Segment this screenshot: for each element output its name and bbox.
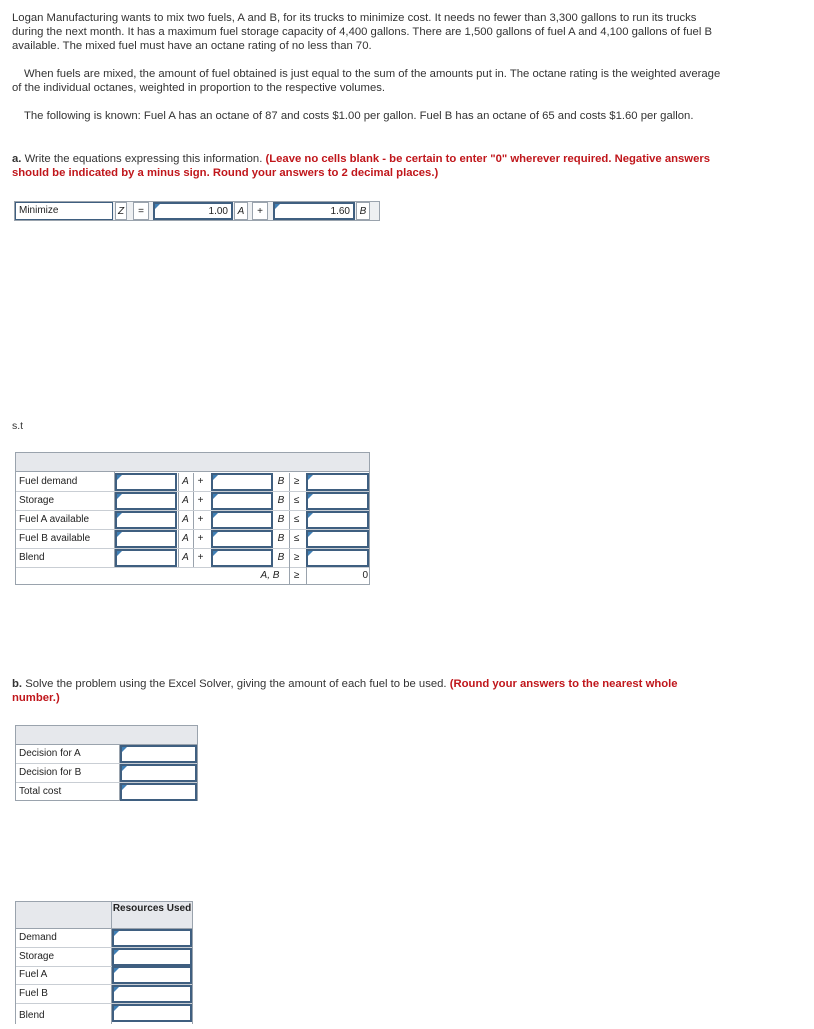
constraint-plus: + [193, 492, 207, 510]
part-b-prefix: b. [12, 678, 23, 690]
total-cost-input[interactable] [120, 783, 197, 801]
problem-paragraph-1: Logan Manufacturing wants to mix two fuels, A and B, for its trucks to minimize cost. It needs no fewer than 3,300 gallons to run its trucks during the next month. It has a maximum fuel storage capacity of 4,400 gallons. There are 1,500 gallons of fuel A and 4,100 gallons of fuel B available. The mixed fuel must have an octane rating of no less than 70. [12, 12, 713, 52]
nonneg-rhs: 0 [306, 567, 368, 585]
constraint-coef-b-input[interactable] [211, 530, 273, 548]
constraint-label: Fuel B available [19, 533, 91, 544]
constraint-rhs-input[interactable] [306, 473, 369, 491]
resource-storage-label: Storage [19, 951, 55, 962]
decision-b-label: Decision for B [19, 767, 82, 778]
problem-paragraph-3: The following is known: Fuel A has an octane of 87 and costs $1.00 per gallon. Fuel B has an octane of 65 and costs $1.60 per gallon. [24, 110, 694, 122]
constraint-var-b: B [277, 495, 285, 506]
objective-z: Z [115, 202, 127, 220]
constraint-var-a: A [178, 492, 192, 510]
constraint-var-a: A [178, 511, 192, 529]
constraint-coef-a-input[interactable] [115, 511, 177, 529]
resource-storage-input[interactable] [112, 948, 192, 966]
constraint-label: Fuel A available [19, 514, 90, 525]
resource-demand-label: Demand [19, 932, 57, 943]
resource-fuel-a-input[interactable] [112, 966, 192, 984]
constraint-operator: ≤ [289, 511, 303, 529]
constraint-label: Fuel demand [19, 476, 78, 487]
constraint-operator: ≤ [289, 530, 303, 548]
part-b-text: Solve the problem using the Excel Solver, giving the amount of each fuel to be used. [25, 678, 447, 690]
st-label: s.t [12, 420, 24, 432]
constraint-var-b: B [277, 514, 285, 525]
objective-var-b: B [356, 202, 370, 220]
objective-table [14, 201, 380, 221]
constraint-coef-b-input[interactable] [211, 473, 273, 491]
constraint-coef-a-input[interactable] [115, 492, 177, 510]
decisions-header [16, 726, 197, 745]
nonneg-vars: A, B [260, 570, 280, 581]
constraint-rhs-input[interactable] [306, 492, 369, 510]
resource-demand-input[interactable] [112, 929, 192, 947]
resource-fuel-b-input[interactable] [112, 985, 192, 1003]
constraint-coef-b-input[interactable] [211, 549, 273, 567]
problem-paragraph-2: When fuels are mixed, the amount of fuel obtained is just equal to the sum of the amounts put in. The octane rating is the weighted average of the individual octanes, weighted in proportion to the respective volumes. [12, 68, 721, 94]
objective-coef-b-input[interactable]: 1.60 [273, 202, 355, 220]
constraint-label: Storage [19, 495, 55, 506]
decision-a-label: Decision for A [19, 748, 81, 759]
constraint-operator: ≥ [289, 549, 303, 567]
resources-used-header: Resources Used [112, 903, 192, 914]
constraint-plus: + [193, 549, 207, 567]
constraint-var-b: B [277, 552, 285, 563]
resource-blend-label: Blend [19, 1010, 45, 1021]
objective-equals: = [133, 202, 149, 220]
decisions-table [15, 725, 198, 801]
constraint-rhs-input[interactable] [306, 511, 369, 529]
resource-fuel-b-label: Fuel B [19, 988, 48, 999]
constraint-operator: ≤ [289, 492, 303, 510]
constraint-coef-a-input[interactable] [115, 549, 177, 567]
constraint-var-a: A [178, 549, 192, 567]
constraint-rhs-input[interactable] [306, 530, 369, 548]
part-b-prompt [12, 677, 727, 705]
constraint-coef-b-input[interactable] [211, 511, 273, 529]
objective-plus: + [252, 202, 268, 220]
constraint-plus: + [193, 511, 207, 529]
constraint-rhs-input[interactable] [306, 549, 369, 567]
total-cost-label: Total cost [19, 786, 62, 797]
constraint-operator: ≥ [289, 473, 303, 491]
constraint-label: Blend [19, 552, 45, 563]
constraint-coef-a-input[interactable] [115, 530, 177, 548]
objective-coef-a-input[interactable]: 1.00 [153, 202, 233, 220]
resource-blend-input[interactable] [112, 1004, 192, 1022]
nonneg-operator: ≥ [289, 567, 303, 585]
constraint-var-b: B [277, 476, 285, 487]
constraint-coef-a-input[interactable] [115, 473, 177, 491]
resources-table [15, 901, 193, 1024]
constraint-plus: + [193, 473, 207, 491]
decision-b-input[interactable] [120, 764, 197, 782]
objective-label: Minimize [15, 202, 113, 220]
constraints-table [15, 452, 370, 585]
constraints-header [16, 453, 369, 472]
constraint-var-a: A [178, 530, 192, 548]
part-a-instruction: (Leave no cells blank - be certain to enter "0" wherever required. Negative answers should be indicated by a minus sign. Round your answers to 2 decimal places.) [12, 153, 711, 179]
part-a-text: Write the equations expressing this information. [24, 153, 263, 165]
objective-var-a: A [234, 202, 248, 220]
decision-a-input[interactable] [120, 745, 197, 763]
part-a-prefix: a. [12, 153, 22, 165]
constraint-plus: + [193, 530, 207, 548]
constraint-coef-b-input[interactable] [211, 492, 273, 510]
part-a-prompt [12, 152, 727, 180]
resource-fuel-a-label: Fuel A [19, 969, 48, 980]
constraint-var-a: A [178, 473, 192, 491]
part-b-instruction: (Round your answers to the nearest whole number.) [12, 678, 678, 704]
constraint-var-b: B [277, 533, 285, 544]
